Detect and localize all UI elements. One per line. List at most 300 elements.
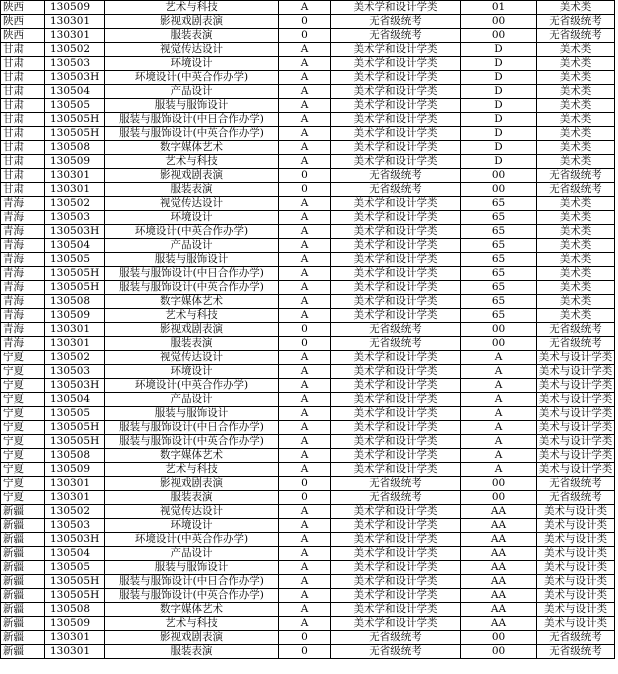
major-name-cell: 数字媒体艺术 <box>105 603 279 617</box>
province-cell: 甘肃 <box>1 85 45 99</box>
subject-category-cell: 美术类 <box>537 155 615 169</box>
category-code-cell: A <box>279 449 331 463</box>
exam-type-cell: 美术学和设计学类 <box>331 351 461 365</box>
province-cell: 新疆 <box>1 645 45 659</box>
table-row <box>1 295 615 309</box>
table-row <box>1 477 615 491</box>
subject-code-cell: A <box>461 449 537 463</box>
category-code-cell: 0 <box>279 323 331 337</box>
table-body <box>1 1 615 659</box>
exam-type-cell: 美术学和设计学类 <box>331 575 461 589</box>
table-row <box>1 225 615 239</box>
exam-type-cell: 美术学和设计学类 <box>331 281 461 295</box>
subject-category-cell: 美术与设计学类 <box>537 365 615 379</box>
table-row <box>1 1 615 15</box>
subject-code-cell: 65 <box>461 239 537 253</box>
subject-category-cell: 美术类 <box>537 85 615 99</box>
province-cell: 青海 <box>1 211 45 225</box>
major-code-cell: 130505 <box>45 561 105 575</box>
major-name-cell: 服装与服饰设计(中英合作办学) <box>105 435 279 449</box>
exam-type-cell: 美术学和设计学类 <box>331 463 461 477</box>
category-code-cell: 0 <box>279 337 331 351</box>
table-row <box>1 645 615 659</box>
table-row <box>1 519 615 533</box>
subject-category-cell: 美术与设计学类 <box>537 393 615 407</box>
subject-code-cell: A <box>461 435 537 449</box>
category-code-cell: A <box>279 267 331 281</box>
subject-code-cell: 00 <box>461 323 537 337</box>
subject-code-cell: 65 <box>461 225 537 239</box>
table-row <box>1 351 615 365</box>
subject-category-cell: 美术类 <box>537 239 615 253</box>
subject-code-cell: A <box>461 393 537 407</box>
province-cell: 新疆 <box>1 547 45 561</box>
province-cell: 新疆 <box>1 575 45 589</box>
major-code-cell: 130505H <box>45 421 105 435</box>
major-code-cell: 130301 <box>45 491 105 505</box>
subject-code-cell: 00 <box>461 631 537 645</box>
subject-code-cell: AA <box>461 589 537 603</box>
province-cell: 甘肃 <box>1 113 45 127</box>
subject-category-cell: 美术与设计学类 <box>537 351 615 365</box>
subject-category-cell: 美术与设计类 <box>537 575 615 589</box>
major-code-cell: 130505H <box>45 589 105 603</box>
subject-category-cell: 美术与设计类 <box>537 561 615 575</box>
major-code-cell: 130301 <box>45 337 105 351</box>
table-row <box>1 603 615 617</box>
major-code-cell: 130503 <box>45 57 105 71</box>
province-cell: 陕西 <box>1 1 45 15</box>
category-code-cell: A <box>279 463 331 477</box>
major-code-cell: 130508 <box>45 449 105 463</box>
table-row <box>1 575 615 589</box>
subject-code-cell: 00 <box>461 29 537 43</box>
subject-category-cell: 美术类 <box>537 43 615 57</box>
province-cell: 青海 <box>1 323 45 337</box>
major-name-cell: 环境设计(中英合作办学) <box>105 225 279 239</box>
subject-code-cell: 00 <box>461 183 537 197</box>
table-row <box>1 631 615 645</box>
table-row <box>1 71 615 85</box>
category-code-cell: A <box>279 127 331 141</box>
major-name-cell: 产品设计 <box>105 393 279 407</box>
major-name-cell: 艺术与科技 <box>105 463 279 477</box>
table-row <box>1 309 615 323</box>
subject-category-cell: 美术类 <box>537 211 615 225</box>
province-cell: 新疆 <box>1 603 45 617</box>
table-row <box>1 253 615 267</box>
subject-category-cell: 美术与设计类 <box>537 533 615 547</box>
major-name-cell: 服装表演 <box>105 645 279 659</box>
table-row <box>1 435 615 449</box>
major-code-cell: 130505H <box>45 127 105 141</box>
major-code-cell: 130502 <box>45 351 105 365</box>
major-code-cell: 130504 <box>45 85 105 99</box>
major-code-cell: 130301 <box>45 477 105 491</box>
major-name-cell: 产品设计 <box>105 239 279 253</box>
subject-code-cell: D <box>461 85 537 99</box>
major-name-cell: 环境设计 <box>105 211 279 225</box>
exam-type-cell: 美术学和设计学类 <box>331 239 461 253</box>
subject-code-cell: D <box>461 43 537 57</box>
exam-type-cell: 无省级统考 <box>331 323 461 337</box>
category-code-cell: 0 <box>279 169 331 183</box>
exam-type-cell: 美术学和设计学类 <box>331 253 461 267</box>
major-code-cell: 130509 <box>45 463 105 477</box>
subject-code-cell: A <box>461 351 537 365</box>
category-code-cell: A <box>279 85 331 99</box>
category-code-cell: 0 <box>279 29 331 43</box>
table-row <box>1 463 615 477</box>
subject-category-cell: 美术类 <box>537 225 615 239</box>
major-name-cell: 影视戏剧表演 <box>105 169 279 183</box>
major-code-cell: 130509 <box>45 155 105 169</box>
subject-code-cell: D <box>461 71 537 85</box>
exam-type-cell: 美术学和设计学类 <box>331 57 461 71</box>
table-row <box>1 421 615 435</box>
major-name-cell: 影视戏剧表演 <box>105 477 279 491</box>
exam-type-cell: 美术学和设计学类 <box>331 365 461 379</box>
province-cell: 青海 <box>1 197 45 211</box>
subject-code-cell: A <box>461 365 537 379</box>
subject-code-cell: 65 <box>461 197 537 211</box>
category-code-cell: A <box>279 407 331 421</box>
province-cell: 甘肃 <box>1 169 45 183</box>
category-code-cell: A <box>279 547 331 561</box>
exam-type-cell: 美术学和设计学类 <box>331 99 461 113</box>
province-cell: 甘肃 <box>1 57 45 71</box>
province-cell: 甘肃 <box>1 141 45 155</box>
subject-category-cell: 美术类 <box>537 127 615 141</box>
subject-code-cell: AA <box>461 519 537 533</box>
province-cell: 宁夏 <box>1 477 45 491</box>
subject-code-cell: A <box>461 407 537 421</box>
category-code-cell: 0 <box>279 631 331 645</box>
table-row <box>1 323 615 337</box>
major-name-cell: 产品设计 <box>105 547 279 561</box>
category-code-cell: A <box>279 505 331 519</box>
category-code-cell: A <box>279 155 331 169</box>
major-code-cell: 130301 <box>45 323 105 337</box>
major-name-cell: 影视戏剧表演 <box>105 323 279 337</box>
major-name-cell: 服装与服饰设计(中英合作办学) <box>105 281 279 295</box>
major-name-cell: 数字媒体艺术 <box>105 449 279 463</box>
major-code-cell: 130502 <box>45 505 105 519</box>
major-code-cell: 130505H <box>45 113 105 127</box>
exam-type-cell: 美术学和设计学类 <box>331 589 461 603</box>
subject-category-cell: 美术与设计学类 <box>537 449 615 463</box>
province-cell: 宁夏 <box>1 407 45 421</box>
province-cell: 青海 <box>1 337 45 351</box>
category-code-cell: A <box>279 393 331 407</box>
subject-category-cell: 美术与设计类 <box>537 505 615 519</box>
table-row <box>1 99 615 113</box>
subject-category-cell: 美术类 <box>537 113 615 127</box>
table-row <box>1 169 615 183</box>
subject-category-cell: 美术类 <box>537 141 615 155</box>
table-row <box>1 239 615 253</box>
major-code-cell: 130503H <box>45 533 105 547</box>
major-name-cell: 服装与服饰设计(中英合作办学) <box>105 127 279 141</box>
category-code-cell: A <box>279 253 331 267</box>
table-row <box>1 617 615 631</box>
table-row <box>1 337 615 351</box>
exam-type-cell: 无省级统考 <box>331 29 461 43</box>
province-cell: 甘肃 <box>1 43 45 57</box>
category-code-cell: A <box>279 603 331 617</box>
category-code-cell: 0 <box>279 491 331 505</box>
table-row <box>1 365 615 379</box>
major-name-cell: 艺术与科技 <box>105 309 279 323</box>
exam-type-cell: 无省级统考 <box>331 491 461 505</box>
exam-type-cell: 美术学和设计学类 <box>331 309 461 323</box>
subject-category-cell: 无省级统考 <box>537 15 615 29</box>
exam-type-cell: 美术学和设计学类 <box>331 379 461 393</box>
exam-type-cell: 美术学和设计学类 <box>331 533 461 547</box>
exam-type-cell: 美术学和设计学类 <box>331 407 461 421</box>
subject-code-cell: 65 <box>461 295 537 309</box>
province-cell: 青海 <box>1 281 45 295</box>
table-row <box>1 29 615 43</box>
province-cell: 甘肃 <box>1 155 45 169</box>
exam-type-cell: 美术学和设计学类 <box>331 43 461 57</box>
province-cell: 宁夏 <box>1 379 45 393</box>
subject-code-cell: AA <box>461 575 537 589</box>
province-cell: 青海 <box>1 253 45 267</box>
exam-type-cell: 美术学和设计学类 <box>331 155 461 169</box>
subject-code-cell: D <box>461 99 537 113</box>
province-cell: 宁夏 <box>1 365 45 379</box>
table-row <box>1 533 615 547</box>
major-code-cell: 130505H <box>45 281 105 295</box>
major-name-cell: 环境设计 <box>105 519 279 533</box>
subject-category-cell: 美术类 <box>537 309 615 323</box>
major-name-cell: 艺术与科技 <box>105 155 279 169</box>
subject-category-cell: 美术与设计类 <box>537 589 615 603</box>
category-code-cell: A <box>279 295 331 309</box>
province-cell: 新疆 <box>1 589 45 603</box>
subject-code-cell: D <box>461 155 537 169</box>
table-row <box>1 127 615 141</box>
major-name-cell: 服装与服饰设计(中日合作办学) <box>105 267 279 281</box>
table-row <box>1 491 615 505</box>
province-cell: 甘肃 <box>1 71 45 85</box>
province-cell: 宁夏 <box>1 449 45 463</box>
subject-code-cell: 00 <box>461 491 537 505</box>
exam-type-cell: 美术学和设计学类 <box>331 211 461 225</box>
exam-type-cell: 美术学和设计学类 <box>331 547 461 561</box>
major-name-cell: 服装与服饰设计 <box>105 561 279 575</box>
category-code-cell: A <box>279 43 331 57</box>
category-code-cell: A <box>279 575 331 589</box>
major-name-cell: 服装与服饰设计 <box>105 253 279 267</box>
subject-category-cell: 无省级统考 <box>537 323 615 337</box>
major-name-cell: 视觉传达设计 <box>105 197 279 211</box>
province-cell: 青海 <box>1 309 45 323</box>
subject-category-cell: 美术类 <box>537 295 615 309</box>
province-cell: 新疆 <box>1 533 45 547</box>
major-name-cell: 视觉传达设计 <box>105 43 279 57</box>
category-code-cell: A <box>279 225 331 239</box>
subject-code-cell: A <box>461 421 537 435</box>
category-code-cell: A <box>279 561 331 575</box>
subject-code-cell: 00 <box>461 645 537 659</box>
major-name-cell: 服装表演 <box>105 491 279 505</box>
province-cell: 甘肃 <box>1 127 45 141</box>
subject-code-cell: 65 <box>461 253 537 267</box>
subject-code-cell: D <box>461 141 537 155</box>
exam-type-cell: 无省级统考 <box>331 337 461 351</box>
category-code-cell: 0 <box>279 645 331 659</box>
table-row <box>1 43 615 57</box>
exam-type-cell: 美术学和设计学类 <box>331 267 461 281</box>
major-name-cell: 服装与服饰设计(中日合作办学) <box>105 421 279 435</box>
category-code-cell: A <box>279 1 331 15</box>
major-code-cell: 130505 <box>45 99 105 113</box>
major-code-cell: 130505 <box>45 407 105 421</box>
subject-category-cell: 美术类 <box>537 71 615 85</box>
exam-type-cell: 美术学和设计学类 <box>331 617 461 631</box>
province-cell: 陕西 <box>1 29 45 43</box>
major-code-cell: 130502 <box>45 43 105 57</box>
province-cell: 新疆 <box>1 617 45 631</box>
province-cell: 宁夏 <box>1 421 45 435</box>
subject-code-cell: 00 <box>461 15 537 29</box>
major-name-cell: 环境设计 <box>105 365 279 379</box>
category-code-cell: 0 <box>279 15 331 29</box>
subject-category-cell: 美术类 <box>537 57 615 71</box>
subject-category-cell: 无省级统考 <box>537 169 615 183</box>
category-code-cell: A <box>279 421 331 435</box>
exam-type-cell: 美术学和设计学类 <box>331 141 461 155</box>
province-cell: 宁夏 <box>1 351 45 365</box>
exam-type-cell: 美术学和设计学类 <box>331 197 461 211</box>
province-cell: 青海 <box>1 295 45 309</box>
subject-category-cell: 美术类 <box>537 253 615 267</box>
subject-code-cell: 00 <box>461 337 537 351</box>
exam-type-cell: 无省级统考 <box>331 477 461 491</box>
major-code-cell: 130505H <box>45 575 105 589</box>
exam-type-cell: 美术学和设计学类 <box>331 225 461 239</box>
major-name-cell: 影视戏剧表演 <box>105 15 279 29</box>
major-name-cell: 艺术与科技 <box>105 617 279 631</box>
subject-code-cell: 00 <box>461 169 537 183</box>
subject-code-cell: AA <box>461 533 537 547</box>
province-cell: 青海 <box>1 225 45 239</box>
subject-code-cell: 65 <box>461 211 537 225</box>
major-name-cell: 数字媒体艺术 <box>105 295 279 309</box>
subject-category-cell: 无省级统考 <box>537 29 615 43</box>
table-row <box>1 15 615 29</box>
category-code-cell: A <box>279 113 331 127</box>
table-row <box>1 85 615 99</box>
major-code-cell: 130509 <box>45 309 105 323</box>
major-name-cell: 服装与服饰设计 <box>105 99 279 113</box>
major-code-cell: 130301 <box>45 631 105 645</box>
category-code-cell: A <box>279 617 331 631</box>
exam-type-cell: 美术学和设计学类 <box>331 295 461 309</box>
subject-category-cell: 美术类 <box>537 99 615 113</box>
category-code-cell: A <box>279 435 331 449</box>
exam-type-cell: 美术学和设计学类 <box>331 449 461 463</box>
major-code-cell: 130505H <box>45 435 105 449</box>
province-cell: 宁夏 <box>1 463 45 477</box>
table-row <box>1 449 615 463</box>
major-code-cell: 130503 <box>45 519 105 533</box>
major-name-cell: 环境设计(中英合作办学) <box>105 379 279 393</box>
exam-type-cell: 无省级统考 <box>331 169 461 183</box>
subject-category-cell: 无省级统考 <box>537 477 615 491</box>
subject-category-cell: 美术与设计学类 <box>537 407 615 421</box>
category-code-cell: A <box>279 211 331 225</box>
major-name-cell: 服装与服饰设计(中日合作办学) <box>105 113 279 127</box>
subject-category-cell: 美术与设计类 <box>537 603 615 617</box>
table-row <box>1 113 615 127</box>
subject-code-cell: AA <box>461 547 537 561</box>
major-name-cell: 环境设计(中英合作办学) <box>105 71 279 85</box>
major-code-cell: 130505H <box>45 267 105 281</box>
subject-code-cell: 01 <box>461 1 537 15</box>
subject-code-cell: 65 <box>461 309 537 323</box>
major-name-cell: 产品设计 <box>105 85 279 99</box>
province-cell: 宁夏 <box>1 393 45 407</box>
major-name-cell: 服装表演 <box>105 29 279 43</box>
table-row <box>1 561 615 575</box>
major-code-cell: 130301 <box>45 15 105 29</box>
major-name-cell: 环境设计 <box>105 57 279 71</box>
table-row <box>1 155 615 169</box>
subject-category-cell: 美术类 <box>537 1 615 15</box>
subject-code-cell: D <box>461 127 537 141</box>
table-row <box>1 407 615 421</box>
subject-category-cell: 无省级统考 <box>537 631 615 645</box>
category-code-cell: 0 <box>279 477 331 491</box>
table-row <box>1 141 615 155</box>
major-code-cell: 130509 <box>45 1 105 15</box>
major-code-cell: 130504 <box>45 239 105 253</box>
subject-code-cell: AA <box>461 603 537 617</box>
subject-code-cell: 00 <box>461 477 537 491</box>
subject-category-cell: 美术类 <box>537 267 615 281</box>
province-cell: 宁夏 <box>1 435 45 449</box>
category-code-cell: A <box>279 281 331 295</box>
exam-type-cell: 美术学和设计学类 <box>331 1 461 15</box>
subject-category-cell: 无省级统考 <box>537 337 615 351</box>
table-row <box>1 393 615 407</box>
major-code-cell: 130508 <box>45 141 105 155</box>
province-cell: 陕西 <box>1 15 45 29</box>
exam-type-cell: 美术学和设计学类 <box>331 71 461 85</box>
major-code-cell: 130503 <box>45 211 105 225</box>
subject-category-cell: 美术与设计类 <box>537 519 615 533</box>
category-code-cell: A <box>279 533 331 547</box>
table-row <box>1 197 615 211</box>
major-code-cell: 130503H <box>45 71 105 85</box>
major-name-cell: 服装表演 <box>105 337 279 351</box>
subject-code-cell: 65 <box>461 267 537 281</box>
exam-type-cell: 美术学和设计学类 <box>331 505 461 519</box>
exam-type-cell: 美术学和设计学类 <box>331 435 461 449</box>
category-code-cell: A <box>279 57 331 71</box>
exam-type-cell: 无省级统考 <box>331 15 461 29</box>
major-code-cell: 130504 <box>45 547 105 561</box>
major-name-cell: 艺术与科技 <box>105 1 279 15</box>
subject-code-cell: A <box>461 379 537 393</box>
table-row <box>1 57 615 71</box>
exam-type-cell: 无省级统考 <box>331 631 461 645</box>
subject-category-cell: 美术与设计学类 <box>537 435 615 449</box>
major-code-cell: 130504 <box>45 393 105 407</box>
